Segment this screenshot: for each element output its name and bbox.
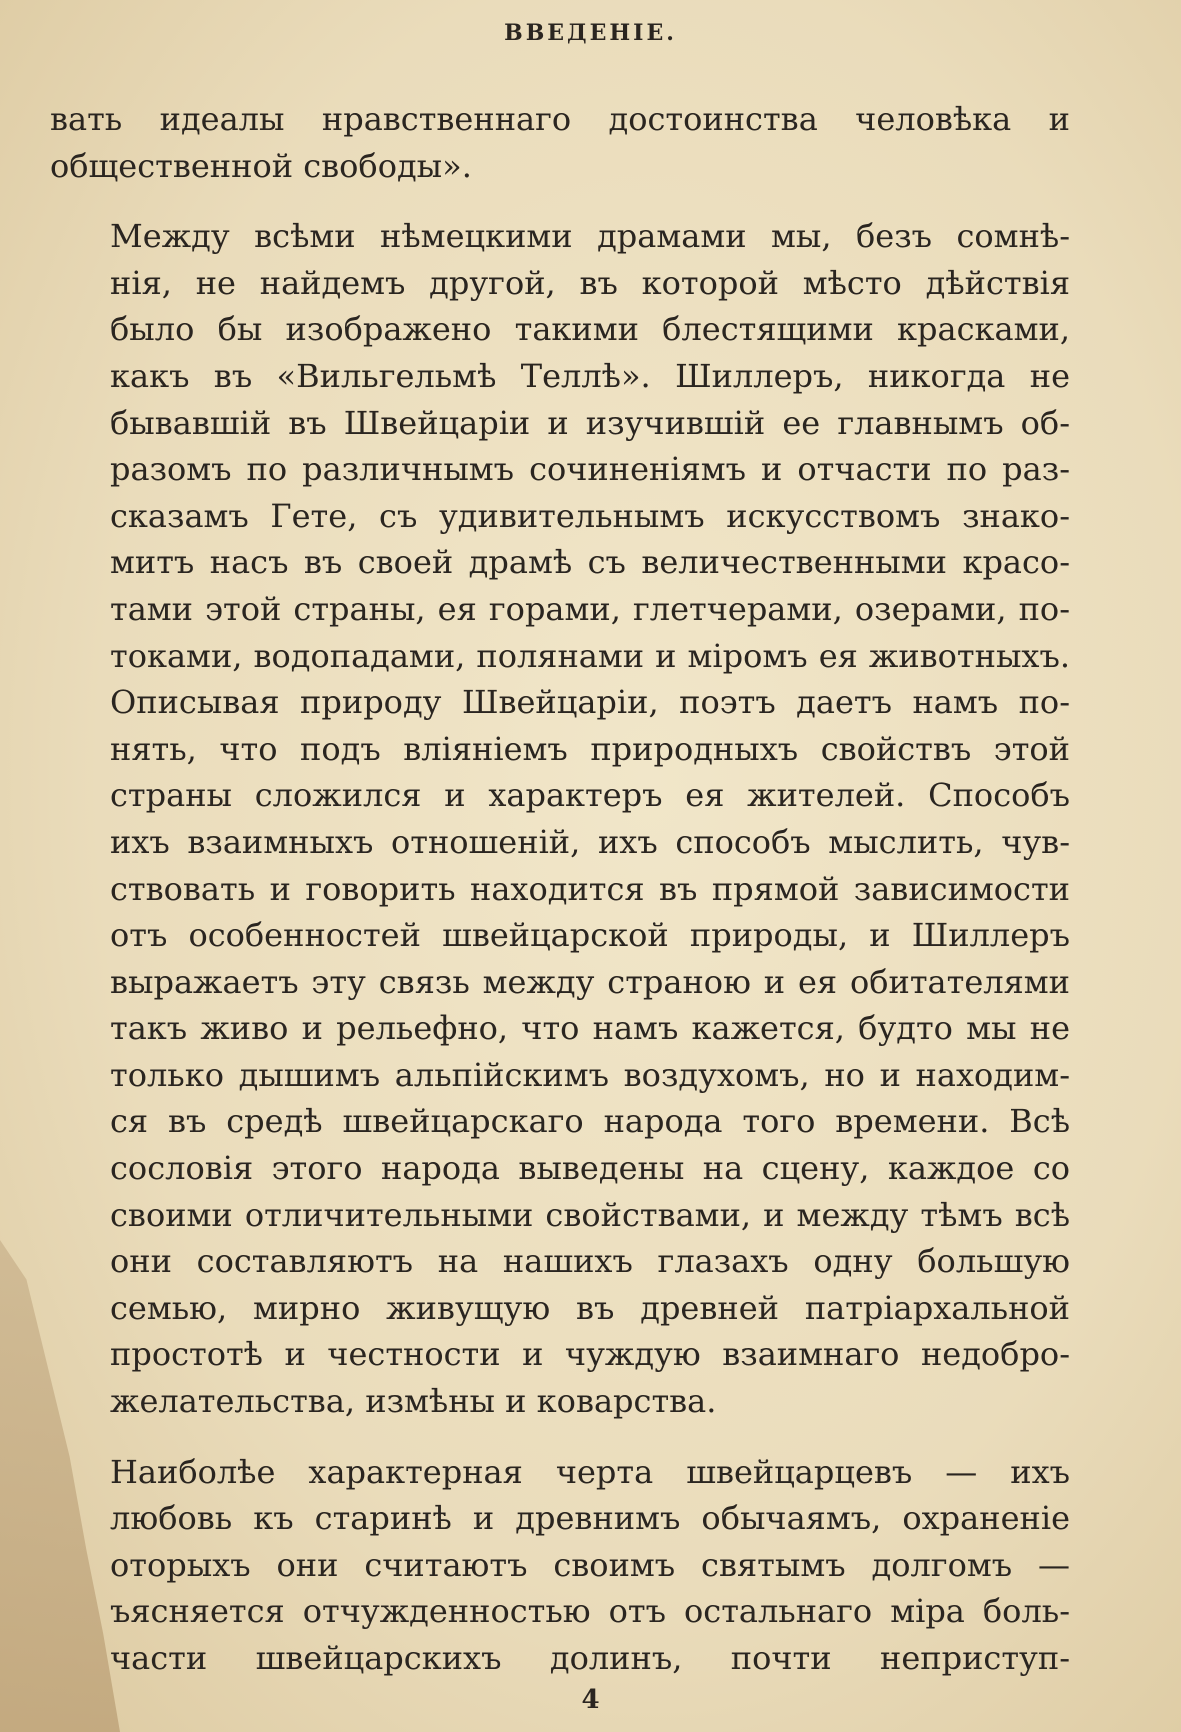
text-line: бывавшій въ Швейцаріи и изучившій ее главнымъ об-	[110, 403, 1070, 442]
text-line: они составляютъ на нашихъ глазахъ одну большую	[110, 1242, 1070, 1281]
text-line: ся въ средѣ швейцарскаго народа того времени. Всѣ	[110, 1102, 1070, 1141]
page-body	[50, 96, 1070, 1682]
text-line: митъ насъ въ своей драмѣ съ величественными красо-	[110, 543, 1070, 582]
text-line: нять, что подъ вліяніемъ природныхъ свойствъ этой	[110, 729, 1070, 768]
text-line: ихъ взаимныхъ отношеній, ихъ способъ мыслить, чув-	[110, 822, 1070, 861]
text-line: токами, водопадами, полянами и міромъ ея животныхъ.	[110, 636, 1070, 675]
text-line: желательства, измѣны и коварства.	[110, 1382, 717, 1421]
text-line: Описывая природу Швейцаріи, поэтъ даетъ намъ по-	[110, 683, 1070, 722]
text-line: Наиболѣе характерная черта швейцарцевъ — ихъ	[110, 1452, 1070, 1491]
text-line: тами этой страны, ея горами, глетчерами, озерами, по-	[110, 589, 1070, 628]
page-number: 4	[581, 1685, 600, 1715]
text-line: отъ особенностей швейцарской природы, и Шиллеръ	[110, 916, 1070, 955]
text-line: сословія этого народа выведены на сцену, каждое со	[110, 1149, 1070, 1188]
text-line: общественной свободы».	[50, 146, 472, 185]
paragraph-1	[50, 96, 1070, 189]
text-line: вать идеалы нравственнаго достоинства человѣка и	[50, 100, 1070, 138]
text-line: любовь къ старинѣ и древнимъ обычаямъ, охраненіе	[110, 1499, 1070, 1538]
text-line: ствовать и говорить находится въ прямой зависимости	[110, 869, 1070, 908]
text-line: части швейцарскихъ долинъ, почти неприступ-	[110, 1639, 1070, 1677]
text-line: только дышимъ альпійскимъ воздухомъ, но и находим-	[110, 1055, 1070, 1094]
text-line: было бы изображено такими блестящими красками,	[110, 310, 1070, 349]
paragraph-3	[50, 1449, 1070, 1682]
text-line: какъ въ «Вильгельмѣ Теллѣ». Шиллеръ, никогда не	[110, 356, 1070, 395]
text-line: семью, мирно живущую въ древней патріархальной	[110, 1288, 1070, 1327]
text-line: разомъ по различнымъ сочиненіямъ и отчасти по раз-	[110, 450, 1070, 489]
text-line: оторыхъ они считаютъ своимъ святымъ долгомъ —	[110, 1545, 1070, 1584]
text-line: ъясняется отчужденностью отъ остальнаго міра боль-	[110, 1592, 1070, 1631]
text-line: такъ живо и рельефно, что намъ кажется, будто мы не	[110, 1009, 1070, 1048]
paragraph-2	[50, 213, 1070, 1424]
text-line: Между всѣми нѣмецкими драмами мы, безъ сомнѣ-	[110, 217, 1070, 256]
text-line: нія, не найдемъ другой, въ которой мѣсто дѣйствія	[110, 263, 1070, 302]
text-line: выражаетъ эту связь между страною и ея обитателями	[110, 962, 1070, 1001]
text-line: своими отличительными свойствами, и между тѣмъ всѣ	[110, 1195, 1070, 1234]
text-line: сказамъ Гете, съ удивительнымъ искусствомъ знако-	[110, 496, 1070, 535]
running-header: ВВЕДЕНІЕ.	[504, 20, 677, 46]
text-line: простотѣ и честности и чуждую взаимнаго недобро-	[110, 1335, 1070, 1374]
text-line: страны сложился и характеръ ея жителей. Способъ	[110, 776, 1070, 815]
